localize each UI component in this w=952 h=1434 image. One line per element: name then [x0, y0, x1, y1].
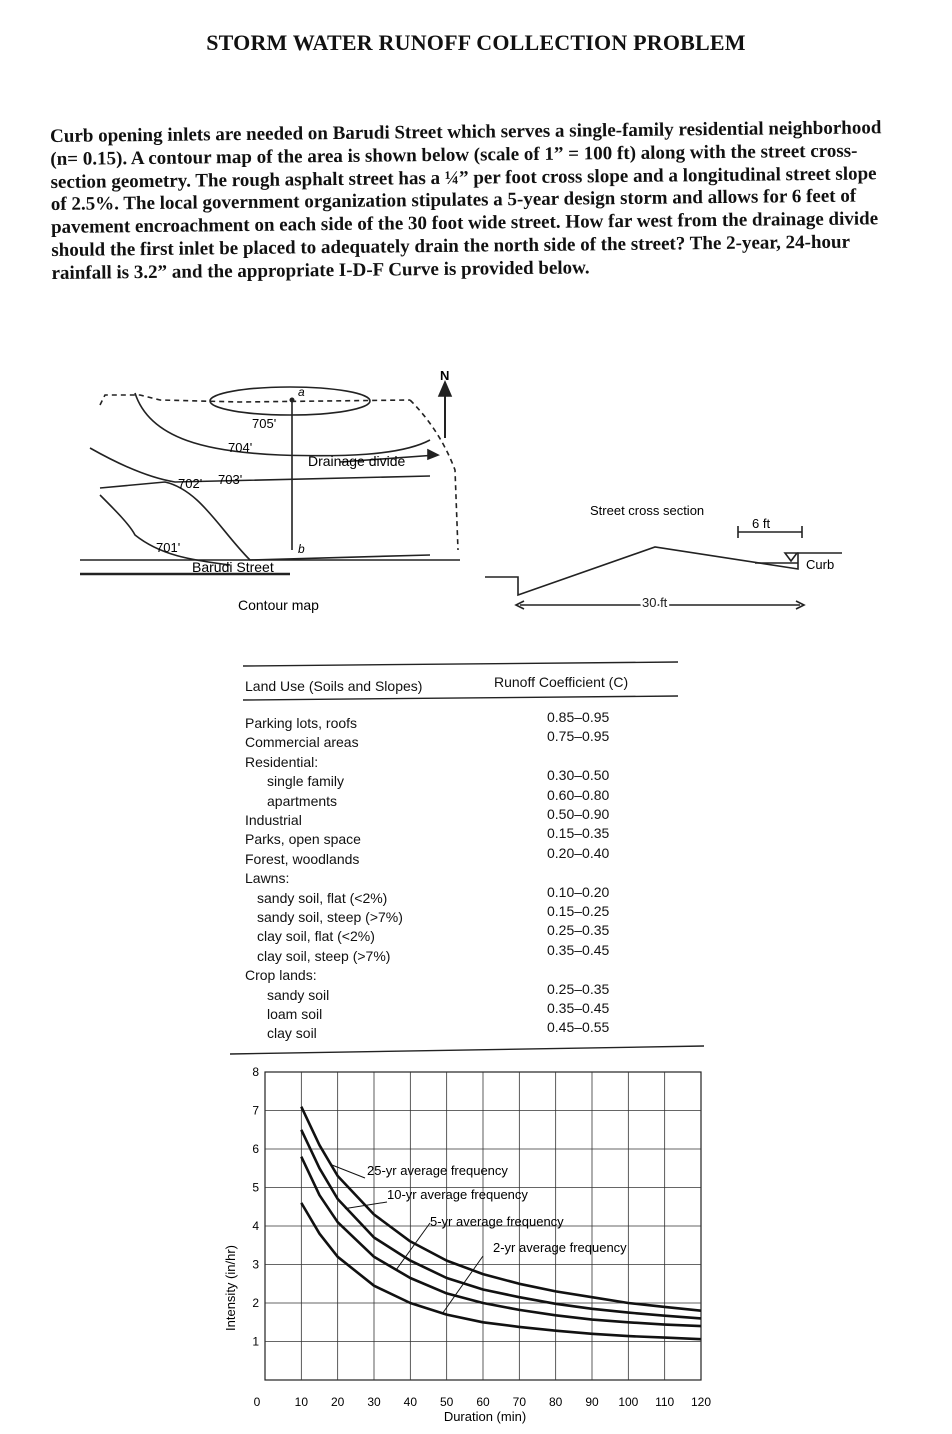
x-tick-label: 50: [439, 1395, 454, 1409]
water-level-symbol: [785, 553, 797, 561]
land-use-row: Industrial: [245, 812, 302, 828]
contour-map-caption: Contour map: [238, 597, 319, 613]
curve-label: 5-yr average frequency: [430, 1214, 564, 1229]
contour-label-704: 704': [228, 440, 253, 455]
point-a-label: a: [298, 385, 305, 399]
coefficient-value: 0.60–0.80: [547, 786, 610, 803]
curve-label: 2-yr average frequency: [493, 1240, 627, 1255]
land-use-row: Crop lands:: [245, 967, 317, 984]
contour-label-701: 701': [156, 540, 181, 555]
series-25yr-curve: [301, 1107, 701, 1311]
y-tick-label: 1: [252, 1334, 259, 1349]
x-tick-label: 10: [294, 1395, 309, 1409]
runoff-coefficient-table: [228, 660, 706, 1060]
x-tick-label: 20: [330, 1395, 345, 1409]
land-use-row: clay soil, steep (>7%): [257, 947, 391, 964]
land-use-row: Commercial areas: [245, 734, 359, 751]
drainage-divide-label: Drainage divide: [308, 453, 406, 469]
x-tick-label: 110: [655, 1395, 675, 1409]
land-use-row: loam soil: [267, 1006, 323, 1022]
coefficient-value: 0.30–0.50: [547, 767, 610, 784]
land-use-row: single family: [267, 773, 345, 790]
land-use-row: sandy soil: [267, 986, 330, 1003]
page-title: STORM WATER RUNOFF COLLECTION PROBLEM: [206, 30, 746, 55]
land-use-header: Land Use (Soils and Slopes): [245, 678, 423, 694]
x-tick-label: 90: [585, 1395, 599, 1409]
y-tick-label: 6: [252, 1142, 259, 1156]
point-a-marker: [290, 398, 295, 403]
coefficient-value: 0.25–0.35: [547, 922, 610, 939]
cross-section-title: Street cross section: [590, 503, 705, 518]
coefficient-value: 0.35–0.45: [547, 941, 610, 958]
curve-label: 10-yr average frequency: [387, 1187, 528, 1202]
width-label: 30 ft: [642, 595, 668, 610]
x-tick-label: 80: [548, 1395, 563, 1409]
coefficient-value: 0.75–0.95: [547, 728, 610, 745]
street-profile: [485, 547, 842, 595]
table-top-rule: [243, 662, 678, 666]
contour-704: [135, 393, 430, 456]
land-use-row: Parking lots, roofs: [245, 715, 358, 731]
x-tick-label: 40: [403, 1395, 418, 1409]
coefficient-value: 0.45–0.55: [547, 1019, 610, 1036]
land-use-row: apartments: [267, 792, 338, 809]
land-use-row: Forest, woodlands: [245, 850, 360, 867]
x-tick-label: 100: [618, 1395, 639, 1409]
street-label: Barudi Street: [192, 559, 274, 575]
x-tick-label: 60: [476, 1395, 490, 1409]
land-use-row: sandy soil, flat (<2%): [257, 889, 388, 906]
y-axis-label: Intensity (in/hr): [223, 1245, 238, 1331]
coefficient-value: 0.15–0.25: [547, 903, 610, 919]
encroach-label: 6 ft: [752, 516, 771, 531]
x-axis-label: Duration (min): [443, 1409, 527, 1424]
land-use-row: Lawns:: [245, 870, 290, 887]
table-bottom-rule: [230, 1046, 704, 1054]
land-use-row: Parks, open space: [245, 831, 361, 848]
x-tick-label: 120: [690, 1395, 712, 1409]
contour-702: [100, 482, 430, 560]
land-use-row: clay soil: [267, 1025, 317, 1042]
x-tick-label: 30: [367, 1395, 381, 1409]
coefficient-value: 0.50–0.90: [547, 806, 610, 822]
contour-label-705: 705': [252, 416, 277, 431]
problem-statement: Curb opening inlets are needed on Barudi Street which serves a single-family residential neighborhood (n= 0.15). A contour map of the area is shown below (scale of 1” = 100 ft) along with the street cross-section geometry. The rough asphalt street has a ¼” per foot cross slope and a longitudinal street slope of 2.5%. The local government organization stipulates a 5-year design storm and allows for 6 feet of pavement encroachment on each side of the 30 foot wide street. How far west from the drainage divide should the first inlet be placed to adequately drain the north side of the street? The 2-year, 24-hour rainfall is 3.2” and the appropriate I-D-F Curve is provided below.: [50, 117, 882, 284]
runoff-coefficient-header: Runoff Coefficient (C): [494, 674, 629, 690]
map-boundary-dashed: [100, 395, 410, 405]
coefficient-value: 0.20–0.40: [547, 844, 610, 861]
y-tick-label: 2: [252, 1296, 259, 1310]
curve-label: 25-yr average frequency: [367, 1163, 508, 1178]
street-cross-section: [480, 495, 860, 625]
y-tick-label: 7: [252, 1103, 259, 1118]
y-tick-label: 4: [252, 1219, 259, 1233]
coefficient-value: 0.25–0.35: [547, 980, 610, 997]
coefficient-value: 0.15–0.35: [547, 825, 610, 842]
north-label: N: [440, 368, 450, 383]
divide-arrowhead: [428, 450, 438, 459]
x-tick-label: 0: [253, 1395, 261, 1409]
contour-label-702: 702': [178, 476, 203, 491]
land-use-row: Residential:: [245, 753, 319, 770]
contour-label-703: 703': [218, 472, 243, 487]
y-tick-label: 3: [252, 1257, 259, 1272]
coefficient-value: 0.85–0.95: [547, 709, 610, 725]
x-tick-label: 70: [512, 1395, 527, 1409]
curb-label: Curb: [806, 557, 835, 572]
idf-chart: [215, 1060, 725, 1434]
table-header-rule: [243, 696, 678, 700]
y-tick-label: 8: [252, 1065, 259, 1079]
coefficient-value: 0.35–0.45: [547, 1000, 610, 1016]
coefficient-value: 0.10–0.20: [547, 883, 610, 900]
land-use-row: clay soil, flat (<2%): [257, 928, 375, 945]
contour-map: [80, 360, 470, 620]
point-b-label: b: [298, 542, 305, 556]
y-tick-label: 5: [252, 1180, 259, 1195]
map-boundary-east: [410, 400, 458, 550]
land-use-row: sandy soil, steep (>7%): [257, 909, 403, 925]
north-arrowhead: [439, 382, 451, 396]
